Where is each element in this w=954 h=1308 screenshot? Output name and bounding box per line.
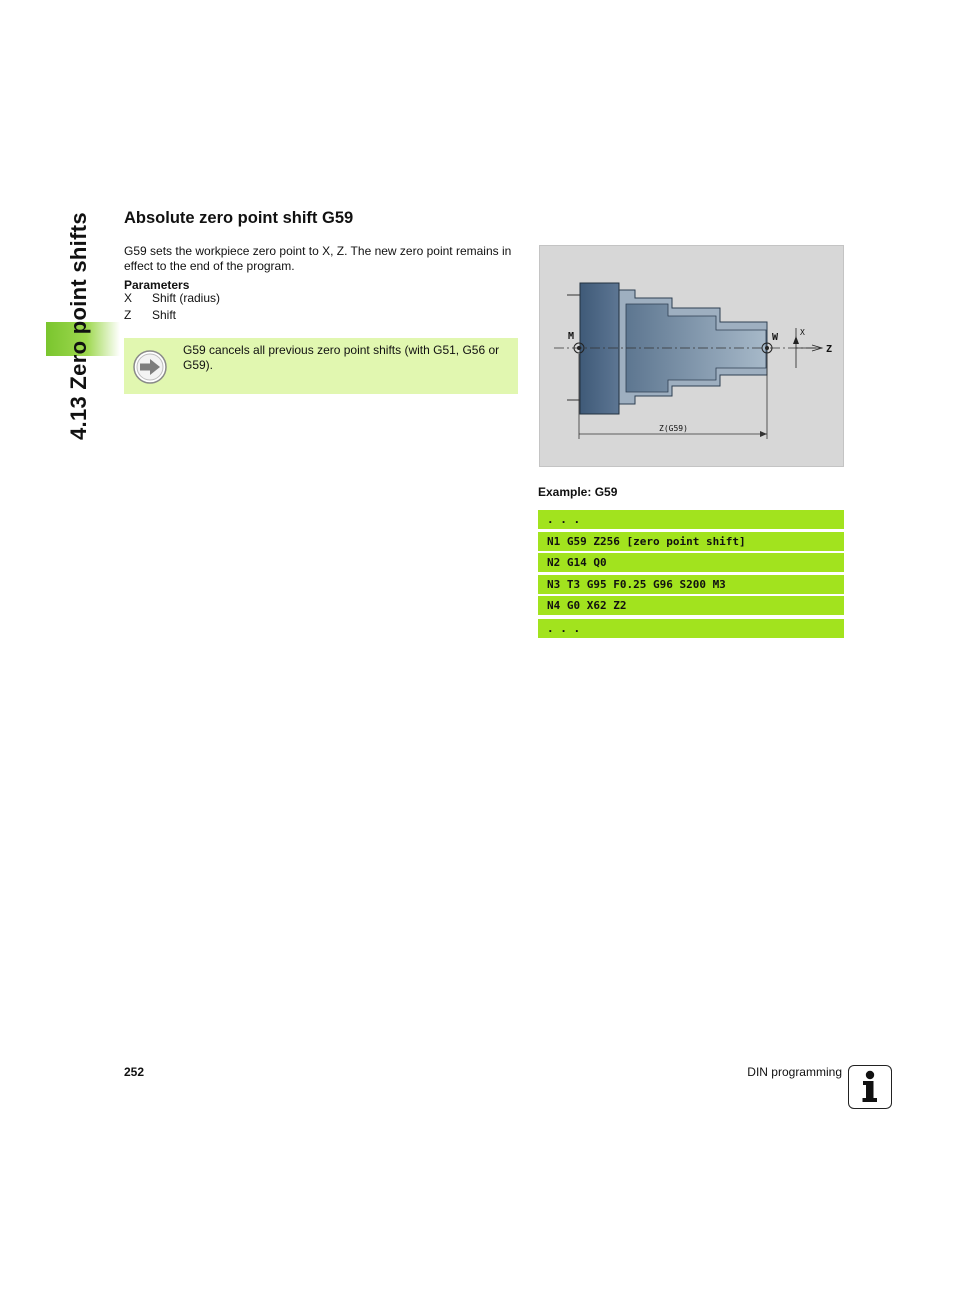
param-desc: Shift (radius) xyxy=(152,291,221,305)
code-line: . . . xyxy=(538,510,844,529)
intro-paragraph: G59 sets the workpiece zero point to X, Z. The new zero point remains in effect to the end of the program. xyxy=(124,244,512,273)
code-line: N3 T3 G95 F0.25 G96 S200 M3 xyxy=(538,575,844,594)
arrow-right-icon xyxy=(133,350,167,389)
param-row-z xyxy=(124,308,176,322)
code-line: . . . xyxy=(538,619,844,638)
figure-label-w: W xyxy=(772,332,779,343)
example-title: Example: G59 xyxy=(538,485,618,499)
code-line: N4 G0 X62 Z2 xyxy=(538,596,844,615)
figure-label-z: Z xyxy=(826,344,833,355)
page-number: 252 xyxy=(124,1065,145,1079)
note-text: G59 cancels all previous zero point shifts (with G51, G56 or G59). xyxy=(183,343,500,372)
section-heading: Absolute zero point shift G59 xyxy=(124,209,354,227)
param-key: X xyxy=(124,291,133,305)
note-box xyxy=(124,338,518,394)
code-line: N1 G59 Z256 [zero point shift] xyxy=(538,532,844,551)
parameters-title: Parameters xyxy=(124,278,190,292)
zero-point-shift-figure xyxy=(539,245,844,467)
param-key: Z xyxy=(124,308,132,322)
footer-chapter: DIN programming xyxy=(747,1065,842,1079)
param-row-x xyxy=(124,291,220,305)
figure-label-x: X xyxy=(800,328,805,337)
info-icon xyxy=(848,1065,892,1109)
code-line: N2 G14 Q0 xyxy=(538,553,844,572)
chapter-title: 4.13 Zero point shifts xyxy=(66,212,91,440)
figure-label-m: M xyxy=(568,331,575,342)
param-desc: Shift xyxy=(152,308,177,322)
figure-dimension-label: Z(G59) xyxy=(659,424,688,433)
